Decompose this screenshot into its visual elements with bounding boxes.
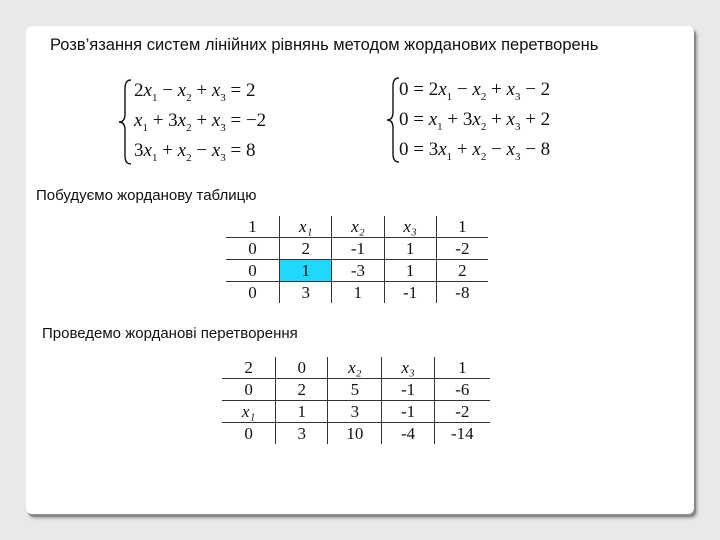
right-equation-3: $0 = 3x_1 + x_2 - x_3 - 8$ — [399, 139, 551, 163]
caption-table2: Проведемо жорданові перетворення — [42, 325, 298, 342]
table-cell: 1 — [384, 260, 436, 282]
table-cell: -1 — [384, 282, 436, 304]
header-cell: 2 — [222, 357, 276, 379]
table-cell: -2 — [436, 238, 488, 260]
table-cell: 0 — [226, 260, 280, 282]
table-cell: 3 — [328, 401, 382, 423]
left-equation-3: $3x_1 + x_2 - x_3 = 8$ — [134, 140, 256, 164]
table-cell: 1 — [332, 282, 384, 304]
header-cell: 1 — [226, 216, 280, 238]
table-cell: 0 — [226, 282, 280, 304]
left-brace-icon — [117, 78, 133, 166]
header-cell: 0 — [276, 357, 328, 379]
header-cell: x₂ — [332, 216, 384, 238]
table-cell: 3 — [280, 282, 332, 304]
table-cell: 2 — [436, 260, 488, 282]
table-cell: -14 — [451, 423, 474, 443]
table-row — [222, 379, 490, 401]
table-cell: 10 — [328, 423, 382, 445]
right-equation-2: $0 = x_1 + 3x_2 + x_3 + 2$ — [399, 109, 551, 133]
table-cell: -1 — [382, 401, 434, 423]
table-cell: 3 — [276, 423, 328, 445]
table-cell: -3 — [332, 260, 384, 282]
table-cell: -1 — [332, 238, 384, 260]
jordan-table-1 — [226, 216, 488, 303]
table-cell: 2 — [276, 379, 328, 401]
header-cell: x₃ — [382, 357, 434, 379]
table-header-row — [222, 357, 490, 379]
header-cell: x₃ — [384, 216, 436, 238]
header-cell: x₁ — [280, 216, 332, 238]
table-row — [222, 423, 490, 445]
table-cell: 5 — [328, 379, 382, 401]
table-cell: -2 — [434, 401, 490, 423]
table-cell: 1 — [276, 401, 328, 423]
table-cell: -4 — [382, 423, 434, 445]
slide-title: Розв’язання систем лінійних рівнянь методом жорданових перетворень — [50, 36, 599, 54]
jordan-table-2 — [222, 357, 490, 444]
header-cell: 1 — [436, 216, 488, 238]
left-equation-1: $2x_1 - x_2 + x_3 = 2$ — [134, 80, 256, 104]
table-cell: -1 — [382, 379, 434, 401]
table-row — [222, 401, 490, 423]
table-cell: -6 — [434, 379, 490, 401]
table-cell: 2 — [280, 238, 332, 260]
pivot-cell: 1 — [280, 260, 332, 282]
caption-table1: Побудуємо жорданову таблицю — [36, 187, 257, 204]
table-cell: 0 — [222, 379, 276, 401]
table-cell: 0 — [226, 238, 280, 260]
table-row — [226, 260, 488, 282]
table-cell: 0 — [222, 423, 276, 445]
header-cell: 1 — [434, 357, 490, 379]
left-equation-2: $x_1 + 3x_2 + x_3 = -2$ — [134, 110, 267, 134]
table-row — [226, 282, 488, 304]
header-cell: x₂ — [328, 357, 382, 379]
table-cell: 1 — [384, 238, 436, 260]
table-cell: -8 — [455, 282, 470, 302]
table-cell: x₁ — [222, 401, 276, 423]
right-equation-1: $0 = 2x_1 - x_2 + x_3 - 2$ — [399, 79, 551, 103]
table-row — [226, 238, 488, 260]
table-header-row — [226, 216, 488, 238]
